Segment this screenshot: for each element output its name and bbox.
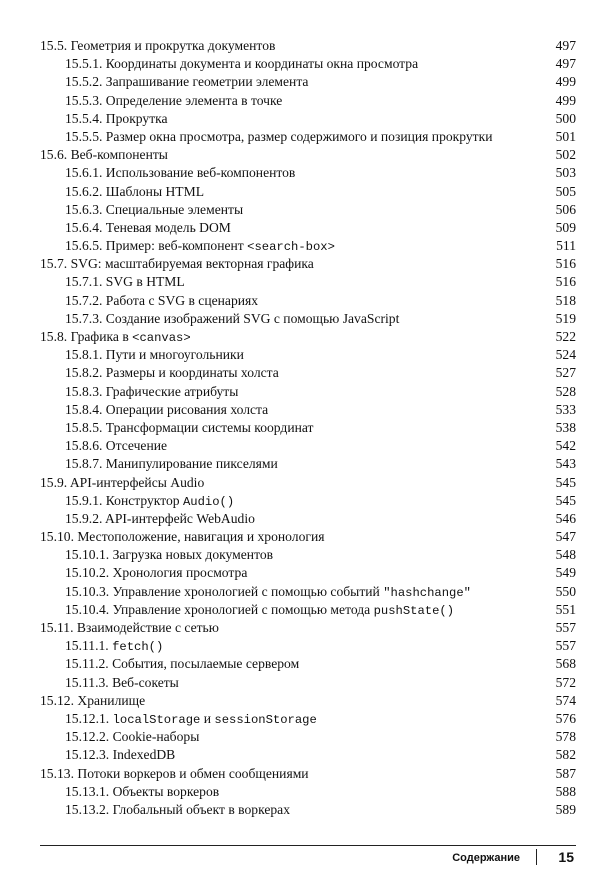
toc-entry-page: 543 xyxy=(555,456,576,472)
toc-section-entry[interactable] xyxy=(40,765,576,783)
toc-entry-code: pushState() xyxy=(373,603,455,618)
toc-entry-page: 578 xyxy=(555,729,576,745)
toc-entry-page: 589 xyxy=(555,801,576,817)
toc-entry-code: <search-box> xyxy=(247,240,335,255)
footer-separator xyxy=(536,849,537,865)
toc-entry-text: 15.12. Хранилище xyxy=(40,692,146,708)
toc-section-entry[interactable] xyxy=(40,146,576,164)
toc-entry-text: 15.5.4. Прокрутка xyxy=(65,110,168,126)
toc-entry-text: 15.6.4. Теневая модель DOM xyxy=(65,219,231,235)
toc-entry-page: 505 xyxy=(555,183,576,199)
toc-entry-title xyxy=(40,146,168,164)
toc-entry-page: 499 xyxy=(555,74,576,90)
toc-entry-text: 15.13.1. Объекты воркеров xyxy=(65,783,220,799)
toc-entry-page: 546 xyxy=(555,510,576,526)
toc-subsection-entry[interactable] xyxy=(40,110,576,128)
toc-entry-text: 15.6.1. Использование веб-компонентов xyxy=(65,165,296,181)
toc-entry-title xyxy=(40,765,309,783)
toc-entry-title xyxy=(65,273,185,291)
toc-entry-text: 15.10. Местоположение, навигация и хронология xyxy=(40,529,325,545)
toc-entry-title xyxy=(65,437,167,455)
toc-entry-text: 15.5.5. Размер окна просмотра, размер содержимого и позиция прокрутки xyxy=(65,128,493,144)
toc-entry-title xyxy=(65,510,255,528)
toc-entry-title xyxy=(65,201,243,219)
toc-entry-page: 522 xyxy=(555,329,576,344)
toc-subsection-entry[interactable] xyxy=(40,73,576,91)
toc-entry-title xyxy=(65,674,179,692)
toc-entry-code: sessionStorage xyxy=(214,712,317,727)
toc-subsection-entry[interactable] xyxy=(40,310,576,328)
toc-entry-page: 528 xyxy=(555,383,576,399)
toc-entry-title xyxy=(65,183,204,201)
toc-subsection-entry[interactable] xyxy=(40,601,576,619)
toc-subsection-entry[interactable] xyxy=(40,292,576,310)
toc-entry-code: localStorage xyxy=(112,712,201,727)
toc-entry-page: 572 xyxy=(555,674,576,690)
toc-entry-title xyxy=(65,710,317,729)
toc-entry-text: 15.11.3. Веб-сокеты xyxy=(65,674,179,690)
toc-section-entry[interactable] xyxy=(40,255,576,273)
toc-entry-title xyxy=(65,401,268,419)
toc-entry-text: 15.6. Веб-компоненты xyxy=(40,147,168,163)
toc-subsection-entry[interactable] xyxy=(40,546,576,564)
toc-entry-page: 499 xyxy=(555,92,576,108)
toc-section-entry[interactable] xyxy=(40,474,576,492)
toc-entry-text: 15.6.5. Пример: веб-компонент xyxy=(65,238,248,254)
toc-subsection-entry[interactable] xyxy=(40,655,576,673)
toc-entry-title xyxy=(65,801,290,819)
toc-entry-title xyxy=(65,219,231,237)
toc-entry-text: 15.5.2. Запрашивание геометрии элемента xyxy=(65,74,309,90)
toc-entry-text: 15.8.3. Графические атрибуты xyxy=(65,383,239,399)
toc-entry-text: 15.5. Геометрия и прокрутка документов xyxy=(40,38,276,53)
toc-entry-page: 509 xyxy=(555,219,576,235)
table-of-contents xyxy=(40,37,576,819)
toc-entry-page: 545 xyxy=(555,474,576,490)
toc-entry-title xyxy=(65,746,175,764)
toc-entry-title xyxy=(65,237,335,256)
toc-entry-page: 548 xyxy=(555,547,576,563)
toc-entry-text: 15.8.7. Манипулирование пикселями xyxy=(65,456,278,472)
toc-section-entry[interactable] xyxy=(40,528,576,546)
toc-entry-title xyxy=(65,55,418,73)
toc-entry-title xyxy=(65,419,314,437)
toc-entry-page: 511 xyxy=(556,238,576,254)
toc-entry-text: 15.7.2. Работа с SVG в сценариях xyxy=(65,292,259,308)
toc-entry-text: 15.12.3. IndexedDB xyxy=(65,747,176,763)
toc-subsection-entry[interactable] xyxy=(40,437,576,455)
toc-entry-text: 15.5.1. Координаты документа и координаты окна просмотра xyxy=(65,56,419,72)
toc-entry-text: 15.7.3. Создание изображений SVG с помощью JavaScript xyxy=(65,310,400,326)
toc-entry-page: 518 xyxy=(555,292,576,308)
toc-subsection-entry[interactable] xyxy=(40,510,576,528)
toc-entry-text: 15.10.2. Хронология просмотра xyxy=(65,565,248,581)
toc-entry-title xyxy=(65,564,247,582)
toc-entry-page: 547 xyxy=(555,529,576,545)
footer-section-label: Содержание xyxy=(452,852,520,864)
toc-subsection-entry[interactable] xyxy=(40,728,576,746)
toc-entry-page: 533 xyxy=(555,401,576,417)
toc-entry-code: Audio() xyxy=(182,494,235,509)
toc-entry-title xyxy=(40,528,324,546)
toc-entry-text: 15.8.6. Отсечение xyxy=(65,438,168,454)
toc-subsection-entry[interactable] xyxy=(40,219,576,237)
toc-entry-text: 15.12.1. xyxy=(65,710,113,726)
toc-section-entry[interactable] xyxy=(40,619,576,637)
toc-entry-title xyxy=(40,474,204,492)
toc-subsection-entry[interactable] xyxy=(40,92,576,110)
toc-entry-text: 15.11.2. События, посылаемые сервером xyxy=(65,656,300,672)
toc-entry-text: 15.10.3. Управление хронологией с помощью событий xyxy=(65,583,384,599)
footer-page-number: 15 xyxy=(558,849,574,865)
toc-entry-title xyxy=(65,73,308,91)
toc-entry-title xyxy=(65,346,244,364)
toc-entry-page: 549 xyxy=(555,565,576,581)
toc-subsection-entry[interactable] xyxy=(40,455,576,473)
footer-divider xyxy=(40,845,576,846)
toc-entry-text: 15.8.4. Операции рисования холста xyxy=(65,401,269,417)
toc-entry-title xyxy=(65,110,168,128)
toc-entry-text: 15.7.1. SVG в HTML xyxy=(65,274,185,290)
toc-subsection-entry[interactable] xyxy=(40,273,576,291)
toc-entry-page: 587 xyxy=(555,765,576,781)
toc-section-entry[interactable] xyxy=(40,692,576,710)
toc-subsection-entry[interactable] xyxy=(40,746,576,764)
toc-entry-page: 497 xyxy=(555,38,576,53)
toc-entry-page: 557 xyxy=(555,638,576,654)
toc-entry-title xyxy=(65,728,199,746)
toc-entry-page: 502 xyxy=(555,147,576,163)
toc-entry-title xyxy=(65,637,163,656)
toc-entry-text: 15.8.5. Трансформации системы координат xyxy=(65,419,314,435)
toc-entry-page: 542 xyxy=(555,438,576,454)
toc-entry-title xyxy=(65,128,493,146)
toc-entry-code: fetch() xyxy=(112,640,164,655)
toc-entry-title xyxy=(65,455,278,473)
toc-subsection-entry[interactable] xyxy=(40,674,576,692)
toc-entry-text: 15.10.4. Управление хронологией с помощью метода xyxy=(65,601,374,617)
toc-subsection-entry[interactable] xyxy=(40,346,576,364)
toc-entry-page: 538 xyxy=(555,419,576,435)
toc-entry-page: 545 xyxy=(555,492,576,508)
toc-entry-text: 15.10.1. Загрузка новых документов xyxy=(65,547,274,563)
toc-entry-text: 15.9.2. API-интерфейс WebAudio xyxy=(65,510,255,526)
toc-entry-page: 503 xyxy=(555,165,576,181)
toc-entry-text: 15.8. Графика в xyxy=(40,329,133,344)
toc-entry-title xyxy=(40,619,219,637)
toc-subsection-entry[interactable] xyxy=(40,237,576,255)
toc-entry-page: 582 xyxy=(555,747,576,763)
toc-subsection-entry[interactable] xyxy=(40,710,576,728)
toc-entry-page: 516 xyxy=(555,256,576,272)
toc-entry-title xyxy=(65,292,258,310)
toc-entry-text: 15.5.3. Определение элемента в точке xyxy=(65,92,283,108)
toc-entry-text: 15.11.1. xyxy=(65,638,113,654)
toc-subsection-entry[interactable] xyxy=(40,492,576,510)
toc-entry-title xyxy=(40,37,275,55)
toc-entry-title xyxy=(65,601,454,620)
toc-entry-title xyxy=(65,164,295,182)
toc-subsection-entry[interactable] xyxy=(40,383,576,401)
toc-entry-text: 15.12.2. Cookie-наборы xyxy=(65,729,200,745)
toc-entry-text: 15.6.2. Шаблоны HTML xyxy=(65,183,205,199)
toc-subsection-entry[interactable] xyxy=(40,364,576,382)
toc-entry-page: 527 xyxy=(555,365,576,381)
toc-subsection-entry[interactable] xyxy=(40,401,576,419)
toc-entry-page: 574 xyxy=(555,692,576,708)
toc-subsection-entry[interactable] xyxy=(40,183,576,201)
toc-entry-page: 524 xyxy=(555,347,576,363)
toc-entry-page: 501 xyxy=(555,128,576,144)
toc-entry-text: 15.13.2. Глобальный объект в воркерах xyxy=(65,801,290,817)
toc-subsection-entry[interactable] xyxy=(40,164,576,182)
toc-section-entry[interactable] xyxy=(40,37,576,55)
toc-entry-title xyxy=(65,492,234,511)
toc-entry-text: 15.8.2. Размеры и координаты холста xyxy=(65,365,279,381)
toc-entry-title xyxy=(65,92,282,110)
toc-entry-page: 519 xyxy=(555,310,576,326)
toc-subsection-entry[interactable] xyxy=(40,55,576,73)
toc-entry-title xyxy=(40,255,314,273)
toc-subsection-entry[interactable] xyxy=(40,419,576,437)
toc-entry-title xyxy=(65,364,279,382)
toc-entry-code: "hashchange" xyxy=(383,585,471,600)
toc-entry-title xyxy=(65,783,219,801)
toc-entry-text: 15.11. Взаимодействие с сетью xyxy=(40,620,219,635)
toc-entry-page: 568 xyxy=(555,656,576,672)
toc-entry-title xyxy=(65,655,299,673)
toc-entry-page: 557 xyxy=(555,620,576,635)
toc-subsection-entry[interactable] xyxy=(40,201,576,219)
toc-entry-title xyxy=(65,583,471,602)
toc-subsection-entry[interactable] xyxy=(40,637,576,655)
toc-entry-page: 576 xyxy=(555,710,576,726)
toc-entry-page: 497 xyxy=(555,56,576,72)
toc-entry-text: 15.13. Потоки воркеров и обмен сообщениями xyxy=(40,765,309,781)
toc-entry-title xyxy=(40,692,145,710)
toc-subsection-entry[interactable] xyxy=(40,128,576,146)
toc-entry-text: 15.9. API-интерфейсы Audio xyxy=(40,474,205,490)
toc-entry-page: 516 xyxy=(555,274,576,290)
toc-subsection-entry[interactable] xyxy=(40,783,576,801)
toc-entry-page: 551 xyxy=(555,601,576,617)
toc-subsection-entry[interactable] xyxy=(40,801,576,819)
toc-entry-page: 500 xyxy=(555,110,576,126)
toc-entry-title xyxy=(40,328,191,347)
toc-entry-text: и xyxy=(200,710,215,726)
toc-entry-text: 15.9.1. Конструктор xyxy=(65,492,183,508)
toc-entry-text: 15.7. SVG: масштабируемая векторная графика xyxy=(40,256,314,272)
toc-entry-page: 588 xyxy=(555,783,576,799)
toc-entry-text: 15.8.1. Пути и многоугольники xyxy=(65,347,244,363)
toc-entry-page: 506 xyxy=(555,201,576,217)
toc-entry-title xyxy=(65,383,238,401)
toc-entry-title xyxy=(65,310,399,328)
toc-entry-code: <canvas> xyxy=(132,331,191,345)
toc-entry-title xyxy=(65,546,273,564)
toc-subsection-entry[interactable] xyxy=(40,564,576,582)
toc-entry-text: 15.6.3. Специальные элементы xyxy=(65,201,244,217)
toc-entry-page: 550 xyxy=(555,583,576,599)
toc-subsection-entry[interactable] xyxy=(40,583,576,601)
toc-section-entry[interactable] xyxy=(40,328,576,346)
